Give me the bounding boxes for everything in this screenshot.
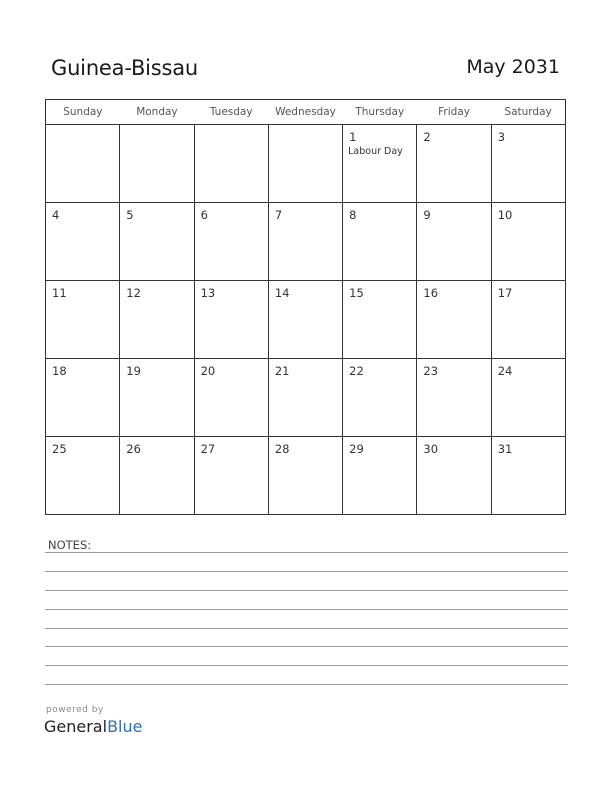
day-number: 27: [200, 442, 216, 456]
day-number: 28: [274, 442, 290, 456]
day-cell: [268, 359, 342, 437]
calendar-month: May 2031: [466, 56, 560, 78]
day-cell: [417, 125, 491, 203]
day-number: 10: [497, 208, 513, 222]
day-cell: [491, 203, 565, 281]
day-cell: [343, 125, 417, 203]
day-number: 26: [126, 442, 141, 456]
day-cell: [417, 281, 491, 359]
day-cell: [491, 359, 565, 437]
day-cell: [194, 203, 268, 281]
day-cell: [343, 437, 417, 515]
note-line: [45, 628, 568, 629]
day-cell: [120, 359, 194, 437]
day-number: 14: [274, 286, 290, 300]
day-cell: [417, 203, 491, 281]
day-cell: [268, 203, 342, 281]
day-number: 19: [126, 364, 141, 378]
day-number: 17: [497, 286, 513, 300]
day-cell: [194, 125, 268, 203]
day-number: 30: [423, 442, 439, 456]
week-row: [46, 359, 566, 437]
day-number: 13: [200, 286, 216, 300]
day-number: 3: [497, 130, 506, 144]
week-row: [46, 281, 566, 359]
day-cell: [46, 203, 120, 281]
weekday-header: Monday: [120, 100, 194, 125]
weekday-header: Thursday: [343, 100, 417, 125]
day-cell: [491, 281, 565, 359]
day-cell: [194, 281, 268, 359]
day-cell: [417, 437, 491, 515]
day-number: 2: [423, 130, 431, 144]
day-number: 9: [423, 208, 431, 222]
holiday-label: Labour Day: [348, 146, 403, 157]
day-cell: [268, 281, 342, 359]
day-number: 20: [200, 364, 216, 378]
calendar-grid: [45, 99, 566, 515]
week-row: [46, 437, 566, 515]
note-line: [45, 571, 568, 572]
note-line: [45, 552, 568, 553]
day-cell: [46, 437, 120, 515]
day-cell: [417, 359, 491, 437]
day-number: 11: [52, 286, 67, 300]
day-cell: [46, 125, 120, 203]
day-cell: [268, 125, 342, 203]
day-number: 5: [126, 208, 134, 222]
note-line: [45, 590, 568, 591]
week-row: [46, 203, 566, 281]
day-cell: [120, 125, 194, 203]
note-line: [45, 684, 568, 685]
day-cell: [343, 281, 417, 359]
note-line: [45, 646, 568, 647]
day-cell: [194, 359, 268, 437]
day-cell: [120, 203, 194, 281]
day-number: 31: [497, 442, 513, 456]
weekday-header-row: [46, 100, 566, 125]
day-number: 21: [274, 364, 290, 378]
day-number: 18: [52, 364, 67, 378]
day-cell: [491, 437, 565, 515]
day-cell: [343, 359, 417, 437]
day-cell: [120, 437, 194, 515]
day-cell: [120, 281, 194, 359]
day-cell: [343, 203, 417, 281]
note-line: [45, 609, 568, 610]
day-number: 7: [274, 208, 283, 222]
powered-by-text: powered by: [46, 705, 104, 715]
day-cell: [46, 281, 120, 359]
day-cell: [268, 437, 342, 515]
day-cell: [491, 125, 565, 203]
day-number: 1: [349, 130, 357, 144]
day-number: 22: [349, 364, 364, 378]
day-number: 25: [52, 442, 67, 456]
notes-label: NOTES:: [48, 538, 92, 552]
day-number: 23: [423, 364, 439, 378]
day-number: 8: [349, 208, 357, 222]
day-number: 15: [349, 286, 364, 300]
weekday-header: Sunday: [46, 100, 120, 125]
weekday-header: Friday: [417, 100, 491, 125]
brand-blue: Blue: [107, 717, 143, 736]
generalblue-logo: [44, 717, 142, 736]
day-number: 4: [52, 208, 60, 222]
weekday-header: Tuesday: [194, 100, 268, 125]
day-number: 16: [423, 286, 439, 300]
day-cell: [194, 437, 268, 515]
note-line: [45, 665, 568, 666]
day-number: 6: [200, 208, 208, 222]
day-number: 29: [349, 442, 364, 456]
day-number: 24: [497, 364, 513, 378]
weekday-header: Saturday: [491, 100, 565, 125]
week-row: [46, 125, 566, 203]
day-cell: [46, 359, 120, 437]
day-number: 12: [126, 286, 141, 300]
calendar-title: Guinea-Bissau: [51, 56, 199, 80]
brand-general: General: [44, 717, 108, 736]
weekday-header: Wednesday: [268, 100, 342, 125]
